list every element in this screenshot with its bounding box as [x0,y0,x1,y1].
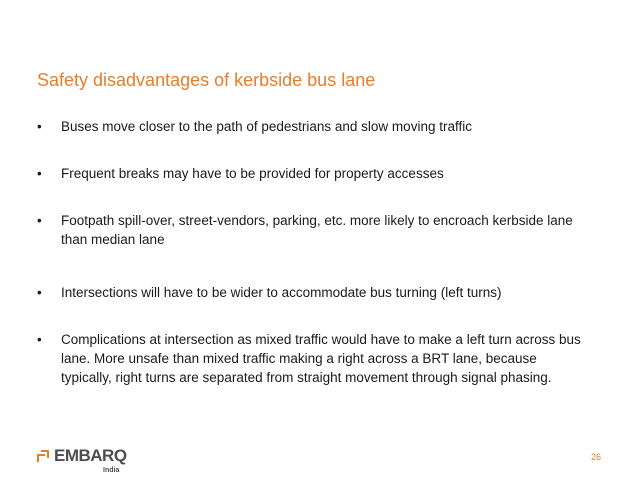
bullet-text: Buses move closer to the path of pedestrians and slow moving traffic [61,119,472,134]
bullet-text: Footpath spill-over, street-vendors, parking, etc. more likely to encroach kerbside lane than median lane [61,213,573,247]
bullet-symbol: • [37,332,42,347]
bullet-symbol: • [37,285,42,300]
logo-text: EMBARQ [54,446,127,465]
page-number: 26 [590,452,601,462]
bullet-symbol: • [37,166,42,181]
bullet-text: Complications at intersection as mixed traffic would have to make a left turn across bus lane. More unsafe than mixed traffic making a right across a BRT lane, because typically, right turns are separated from straight movement through signal phasing. [61,332,581,385]
logo-subtext: India [103,467,120,474]
bullet-text: Intersections will have to be wider to accommodate bus turning (left turns) [61,285,502,300]
slide-title: Safety disadvantages of kerbside bus lane [37,70,376,90]
bullet-text: Frequent breaks may have to be provided for property accesses [61,166,444,181]
embarq-logo-icon [35,448,51,464]
embarq-logo [35,445,135,475]
bullet-symbol: • [37,119,42,134]
bullet-symbol: • [37,213,42,228]
